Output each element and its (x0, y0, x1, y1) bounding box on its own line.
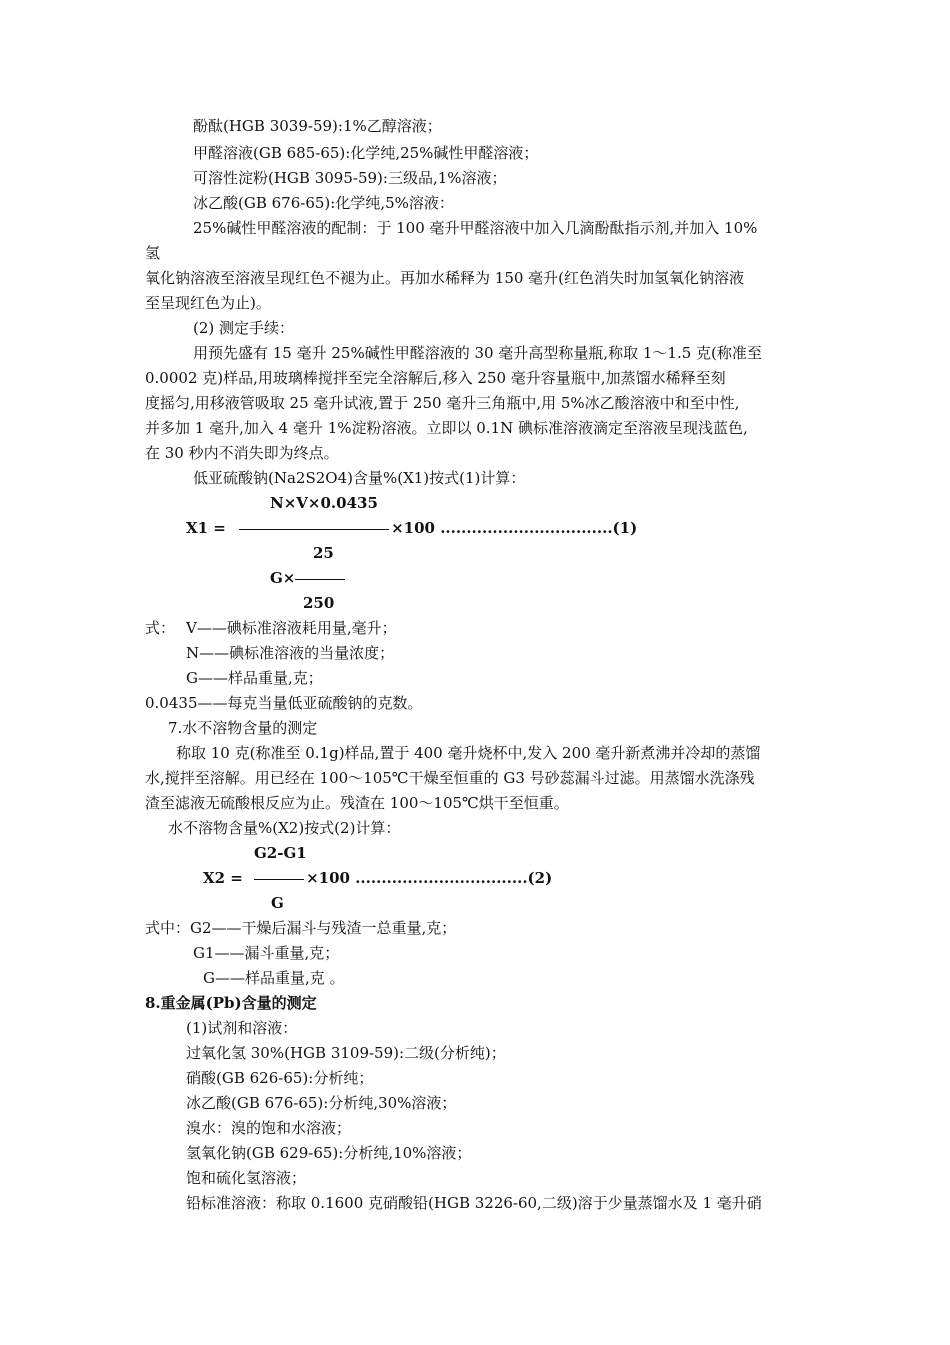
formula2-denominator: G (271, 894, 284, 912)
where-n: N——碘标准溶液的当量浓度； (186, 644, 395, 662)
section-8-subheading: (1)试剂和溶液： (186, 1019, 298, 1037)
reagent-formaldehyde: 甲醛溶液(GB 685-65):化学纯,25%碱性甲醛溶液； (193, 144, 539, 162)
formula2-fraction-bar (254, 879, 304, 880)
formula1-lhs: X1 = (186, 519, 226, 537)
procedure-heading: (2) 测定手续： (193, 319, 295, 337)
formula1-fraction-bar (239, 529, 389, 530)
reagent-starch: 可溶性淀粉(HGB 3095-59):三级品,1%溶液； (193, 169, 507, 187)
formula1-equation (186, 518, 637, 538)
formula1-inner-numerator: 25 (313, 544, 334, 562)
where2-g1: G1——漏斗重量,克； (193, 944, 340, 962)
procedure-text-4: 并多加 1 毫升,加入 4 毫升 1%淀粉溶液。立即以 0.1N 碘标准溶液滴定至溶液呈现浅蓝色, (145, 419, 748, 437)
formula1-inner-bar (295, 579, 345, 580)
reagent-nitric-acid: 硝酸(GB 626-65):分析纯； (186, 1069, 374, 1087)
procedure-text-5: 在 30 秒内不消失即为终点。 (145, 444, 339, 462)
formula1-rhs: ×100 .................................(1) (391, 519, 638, 537)
preparation-text-2: 氢 (145, 244, 161, 262)
section-7-text-1: 称取 10 克(称准至 0.1g)样品,置于 400 毫升烧杯中,发入 200 毫升新煮沸并冷却的蒸馏 (176, 744, 761, 762)
formula2-lhs: X2 = (203, 869, 243, 887)
reagent-bromine-water: 溴水：溴的饱和水溶液； (186, 1119, 352, 1137)
preparation-text-3: 氧化钠溶液至溶液呈现红色不褪为止。再加水稀释为 150 毫升(红色消失时加氢氧化钠溶液 (145, 269, 745, 287)
preparation-text-1: 25%碱性甲醛溶液的配制：于 100 毫升甲醛溶液中加入几滴酚酞指示剂,并加入 10% (193, 219, 758, 237)
where-v: V——碘标准溶液耗用量,毫升； (186, 619, 397, 637)
where-constant: 0.0435——每克当量低亚硫酸钠的克数。 (145, 694, 423, 712)
reagent-lead-standard: 铅标准溶液：称取 0.1600 克硝酸铅(HGB 3226-60,二级)溶于少量蒸馏水及 1 毫升硝 (186, 1194, 762, 1212)
section-7-text-2: 水,搅拌至溶解。用已经在 100～105℃干燥至恒重的 G3 号砂蕊漏斗过滤。用蒸馏水洗涤残 (145, 769, 755, 787)
reagent-phenolphthalein: 酚酞(HGB 3039-59):1%乙醇溶液； (193, 117, 442, 135)
reagent-hydrogen-peroxide: 过氧化氢 30%(HGB 3109-59):二级(分析纯)； (186, 1044, 506, 1062)
procedure-text-2: 0.0002 克)样品,用玻璃棒搅拌至完全溶解后,移入 250 毫升容量瓶中,加蒸馏水稀释至刻 (145, 369, 726, 387)
reagent-sodium-hydroxide: 氢氧化钠(GB 629-65):分析纯,10%溶液； (186, 1144, 472, 1162)
formula1-intro: 低亚硫酸钠(Na2S2O4)含量%(X1)按式(1)计算： (193, 469, 526, 487)
preparation-text-4: 至呈现红色为止)。 (145, 294, 271, 312)
procedure-text-1: 用预先盛有 15 毫升 25%碱性甲醛溶液的 30 毫升高型称量瓶,称取 1～1.5 克(称准至 (193, 344, 762, 362)
section-7-text-3: 渣至滤液无硫酸根反应为止。残渣在 100～105℃烘干至恒重。 (145, 794, 569, 812)
formula2-intro: 水不溶物含量%(X2)按式(2)计算： (168, 819, 401, 837)
formula2-rhs: ×100 .................................(2) (306, 869, 553, 887)
formula1-g-prefix: G× (270, 569, 296, 587)
formula2-numerator: G2-G1 (254, 844, 307, 862)
formula2-equation (203, 868, 552, 888)
reagent-acetic-acid: 冰乙酸(GB 676-65):化学纯,5%溶液： (193, 194, 454, 212)
reagent-hydrogen-sulfide: 饱和硫化氢溶液； (186, 1169, 307, 1187)
formula1-inner-denominator: 250 (303, 594, 335, 612)
formula1-denominator (270, 568, 345, 588)
where2-g2: 式中：G2——干燥后漏斗与残渣一总重量,克； (145, 919, 457, 937)
procedure-text-3: 度摇匀,用移液管吸取 25 毫升试液,置于 250 毫升三角瓶中,用 5%冰乙酸溶液中和至中性, (145, 394, 740, 412)
where2-g: G——样品重量,克 。 (203, 969, 345, 987)
section-7-heading: 7.水不溶物含量的测定 (168, 719, 318, 737)
formula1-numerator: N×V×0.0435 (270, 494, 378, 512)
where-g: G——样品重量,克； (186, 669, 323, 687)
where-label: 式： (145, 619, 176, 637)
section-8-heading: 8.重金属(Pb)含量的测定 (145, 994, 317, 1012)
reagent-acetic-acid-30: 冰乙酸(GB 676-65):分析纯,30%溶液； (186, 1094, 457, 1112)
